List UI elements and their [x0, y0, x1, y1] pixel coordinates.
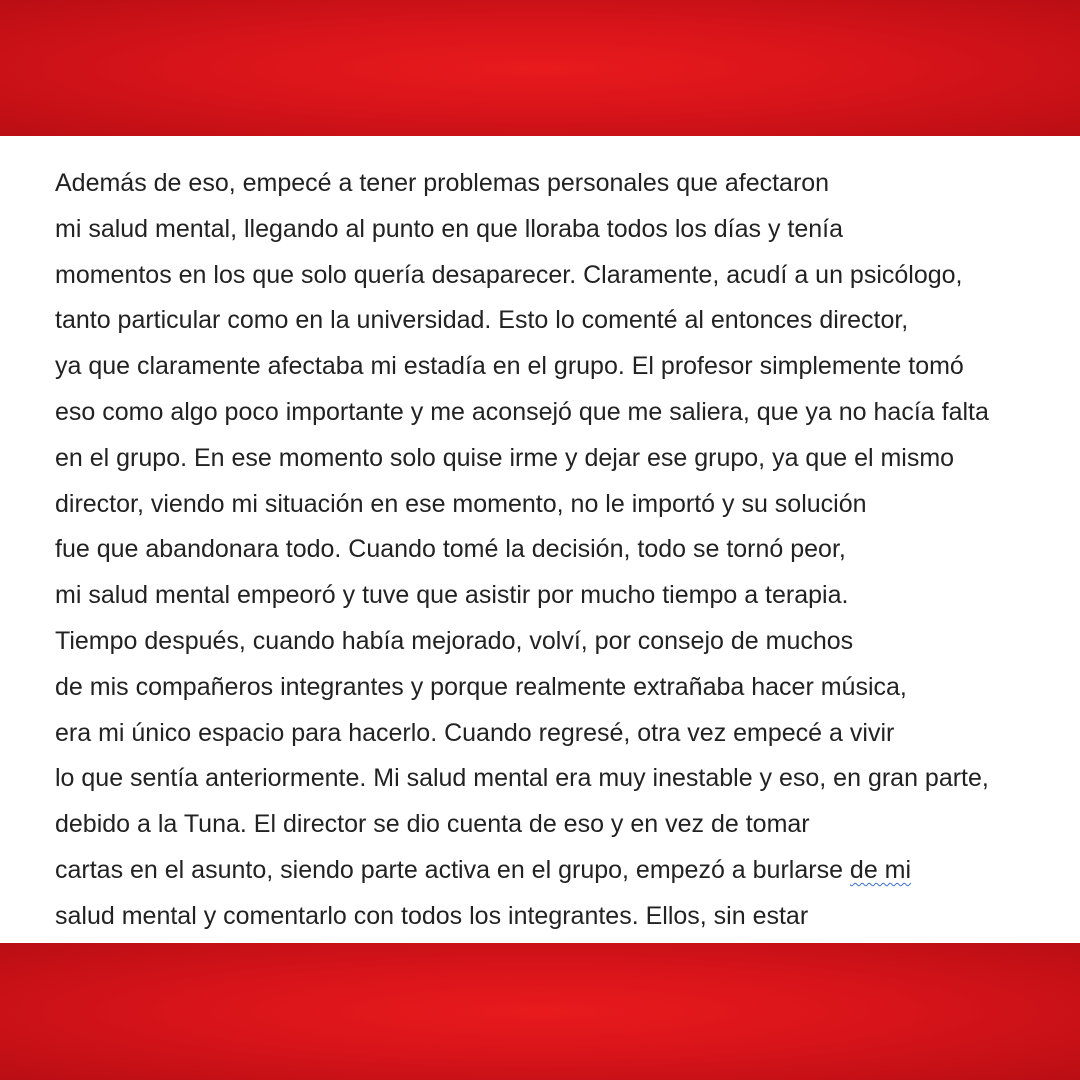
- text-line: lo que sentía anteriormente. Mi salud mental era muy inestable y eso, en gran parte,: [55, 764, 989, 793]
- paragraph: [55, 161, 1065, 940]
- bottom-red-band: [0, 943, 1080, 1080]
- text-line: fue que abandonara todo. Cuando tomé la decisión, todo se tornó peor,: [55, 535, 846, 564]
- text-line: momentos en los que solo quería desaparecer. Claramente, acudí a un psicólogo,: [55, 260, 963, 289]
- text-line-with-flag: [55, 848, 1065, 894]
- spellcheck-flagged-phrase[interactable]: de mi: [849, 855, 912, 884]
- text-line: mi salud mental empeoró y tuve que asistir por mucho tiempo a terapia.: [55, 581, 849, 610]
- text-line: director, viendo mi situación en ese momento, no le importó y su solución: [55, 489, 867, 518]
- text-line: ya que claramente afectaba mi estadía en el grupo. El profesor simplemente tomó: [55, 352, 964, 381]
- text-line-start: cartas en el asunto, siendo parte activa en el grupo, empezó a burlarse: [55, 855, 850, 884]
- text-line: mi salud mental, llegando al punto en que lloraba todos los días y tenía: [55, 214, 844, 243]
- text-line: salud mental y comentarlo con todos los integrantes. Ellos, sin estar: [55, 901, 809, 930]
- text-line: debido a la Tuna. El director se dio cuenta de eso y en vez de tomar: [55, 810, 810, 839]
- text-line: Tiempo después, cuando había mejorado, volví, por consejo de muchos: [55, 626, 854, 655]
- document-page: [0, 136, 1080, 943]
- text-line: eso como algo poco importante y me aconsejó que me saliera, que ya no hacía falta: [55, 397, 989, 426]
- text-line: era mi único espacio para hacerlo. Cuando regresé, otra vez empecé a vivir: [55, 718, 895, 747]
- text-line: en el grupo. En ese momento solo quise irme y dejar ese grupo, ya que el mismo: [55, 443, 955, 472]
- text-line: de mis compañeros integrantes y porque realmente extrañaba hacer música,: [55, 672, 907, 701]
- text-line: tanto particular como en la universidad. Esto lo comenté al entonces director,: [55, 306, 909, 335]
- text-line: Además de eso, empecé a tener problemas personales que afectaron: [55, 169, 830, 197]
- top-red-band: [0, 0, 1080, 136]
